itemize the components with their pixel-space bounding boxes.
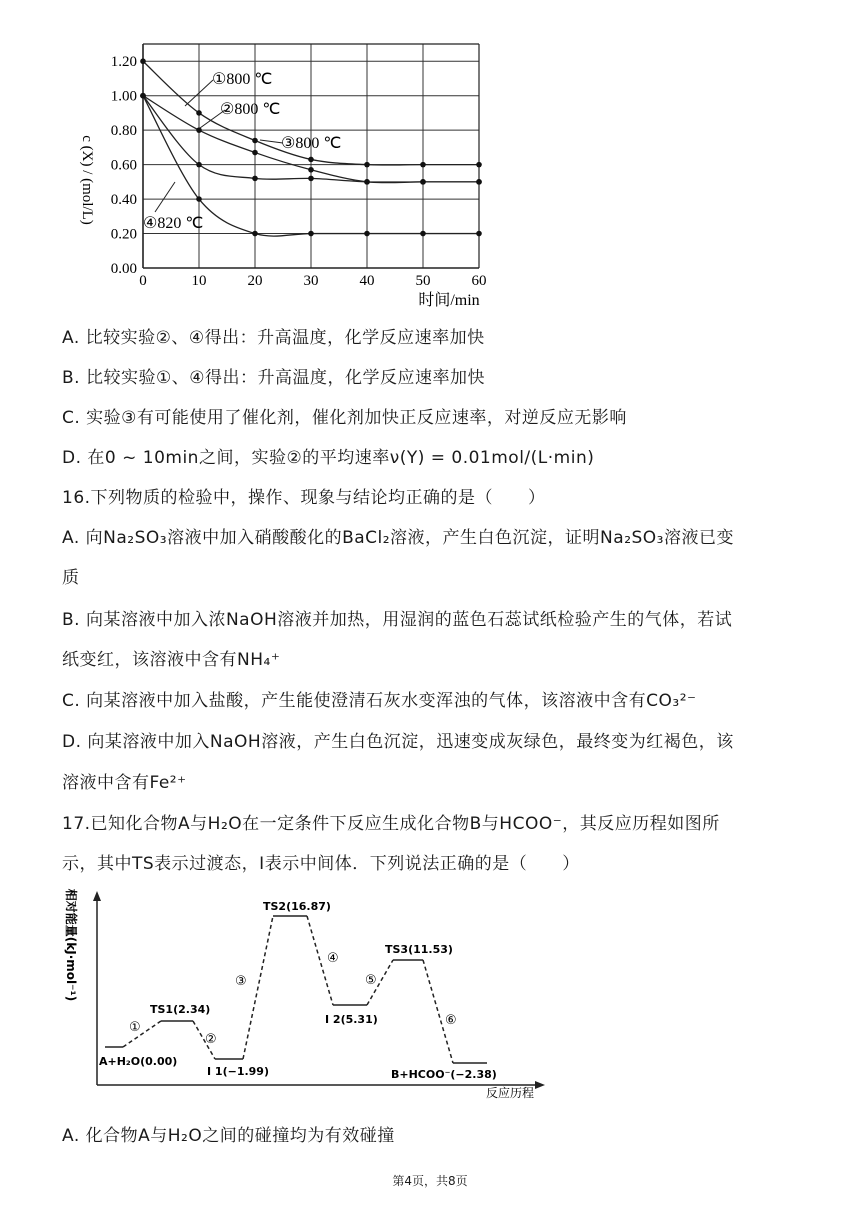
data-point bbox=[308, 157, 314, 163]
data-point bbox=[196, 196, 202, 202]
data-point bbox=[364, 162, 370, 168]
data-point bbox=[308, 176, 314, 182]
q16-stem: 16.下列物质的检验中，操作、现象与结论均正确的是（ ） bbox=[62, 488, 546, 508]
data-point bbox=[140, 93, 146, 99]
step-marker-4: ④ bbox=[327, 951, 339, 966]
concentration-chart bbox=[55, 30, 515, 315]
data-point bbox=[140, 58, 146, 64]
data-point bbox=[308, 167, 314, 173]
diagram-y-label: 相对能量(kJ·mol⁻¹) bbox=[64, 888, 78, 1002]
q15-option-a: A. 比较实验②、④得出：升高温度，化学反应速率加快 bbox=[62, 328, 485, 348]
x-axis-label: 时间/min bbox=[418, 292, 480, 309]
q16-option-b-line2: 纸变红，该溶液中含有NH₄⁺ bbox=[62, 650, 281, 670]
x-tick-label: 30 bbox=[303, 273, 319, 289]
q16-option-d-line2: 溶液中含有Fe²⁺ bbox=[62, 773, 187, 793]
chart-ticks bbox=[111, 54, 487, 289]
q15-option-b: B. 比较实验①、④得出：升高温度，化学反应速率加快 bbox=[62, 368, 485, 388]
step-marker-5: ⑤ bbox=[365, 973, 377, 988]
q15-option-c: C. 实验③有可能使用了催化剂，催化剂加快正反应速率，对逆反应无影响 bbox=[62, 408, 627, 428]
state-label-ts3: TS3(11.53) bbox=[385, 943, 453, 956]
q16-option-c: C. 向某溶液中加入盐酸，产生能使澄清石灰水变浑浊的气体，该溶液中含有CO₃²⁻ bbox=[62, 691, 697, 711]
step-marker-3: ③ bbox=[235, 974, 247, 989]
y-tick-label: 0.40 bbox=[110, 192, 137, 209]
state-label-i2: I 2(5.31) bbox=[325, 1013, 378, 1026]
q17-stem-line1: 17.已知化合物A与H₂O在一定条件下反应生成化合物B与HCOO⁻，其反应历程如图所 bbox=[62, 814, 720, 834]
series-label-3: ③800 ℃ bbox=[281, 135, 342, 152]
y-tick-label: 1.00 bbox=[110, 88, 137, 105]
data-point bbox=[196, 127, 202, 133]
state-label-reactants: A+H₂O(0.00) bbox=[99, 1055, 178, 1068]
q16-option-d-line1: D. 向某溶液中加入NaOH溶液，产生白色沉淀，迅速变成灰绿色，最终变为红褐色，该 bbox=[62, 732, 734, 752]
x-tick-label: 10 bbox=[191, 273, 207, 289]
q17-option-a: A. 化合物A与H₂O之间的碰撞均为有效碰撞 bbox=[62, 1126, 395, 1146]
step-marker-6: ⑥ bbox=[445, 1013, 457, 1028]
q16-option-b-line1: B. 向某溶液中加入浓NaOH溶液并加热，用湿润的蓝色石蕊试纸检验产生的气体，若试 bbox=[62, 610, 733, 630]
y-tick-label: 0.00 bbox=[110, 261, 137, 277]
data-point bbox=[420, 179, 426, 185]
data-point bbox=[476, 231, 482, 237]
data-point bbox=[420, 162, 426, 168]
x-tick-label: 0 bbox=[139, 273, 147, 289]
step-marker-2: ② bbox=[205, 1032, 217, 1047]
step-marker-1: ① bbox=[129, 1020, 141, 1035]
data-point bbox=[252, 150, 258, 156]
data-point bbox=[476, 179, 482, 185]
series-label-2: ②800 ℃ bbox=[220, 101, 281, 118]
data-point bbox=[420, 231, 426, 237]
page-footer: 第4页，共8页 bbox=[392, 1174, 468, 1188]
y-tick-label: 0.80 bbox=[110, 123, 137, 140]
data-point bbox=[196, 162, 202, 168]
y-tick-label: 1.20 bbox=[110, 54, 137, 71]
q15-option-d: D. 在0 ~ 10min之间，实验②的平均速率ν(Y) = 0.01mol/(L·min) bbox=[62, 448, 595, 468]
x-tick-label: 50 bbox=[415, 273, 431, 289]
x-tick-label: 60 bbox=[471, 273, 487, 289]
series-label-1: ①800 ℃ bbox=[212, 71, 273, 88]
q17-stem-line2: 示，其中TS表示过渡态，I表示中间体．下列说法正确的是（ ） bbox=[62, 854, 580, 874]
data-point bbox=[252, 138, 258, 144]
state-label-ts2: TS2(16.87) bbox=[263, 900, 331, 913]
energy-profile-diagram bbox=[55, 885, 555, 1110]
q16-option-a-line1: A. 向Na₂SO₃溶液中加入硝酸酸化的BaCl₂溶液，产生白色沉淀，证明Na₂SO₃溶液已变 bbox=[62, 528, 734, 548]
data-point bbox=[364, 179, 370, 185]
x-tick-label: 20 bbox=[247, 273, 263, 289]
data-point bbox=[196, 110, 202, 116]
data-point bbox=[364, 231, 370, 237]
data-point bbox=[308, 231, 314, 237]
diagram-x-label: 反应历程 bbox=[485, 1086, 535, 1100]
y-tick-label: 0.20 bbox=[110, 226, 137, 243]
data-point bbox=[476, 162, 482, 168]
state-label-ts1: TS1(2.34) bbox=[150, 1003, 211, 1016]
state-label-i1: I 1(−1.99) bbox=[207, 1065, 269, 1078]
q16-option-a-line2: 质 bbox=[62, 568, 80, 588]
x-tick-label: 40 bbox=[359, 273, 375, 289]
state-label-products: B+HCOO⁻(−2.38) bbox=[391, 1068, 497, 1081]
y-tick-label: 0.60 bbox=[110, 157, 137, 174]
data-point bbox=[252, 231, 258, 237]
data-point bbox=[252, 176, 258, 182]
y-axis-label: c (X) / (mol/L) bbox=[79, 135, 95, 225]
series-label-4: ④820 ℃ bbox=[143, 215, 204, 232]
